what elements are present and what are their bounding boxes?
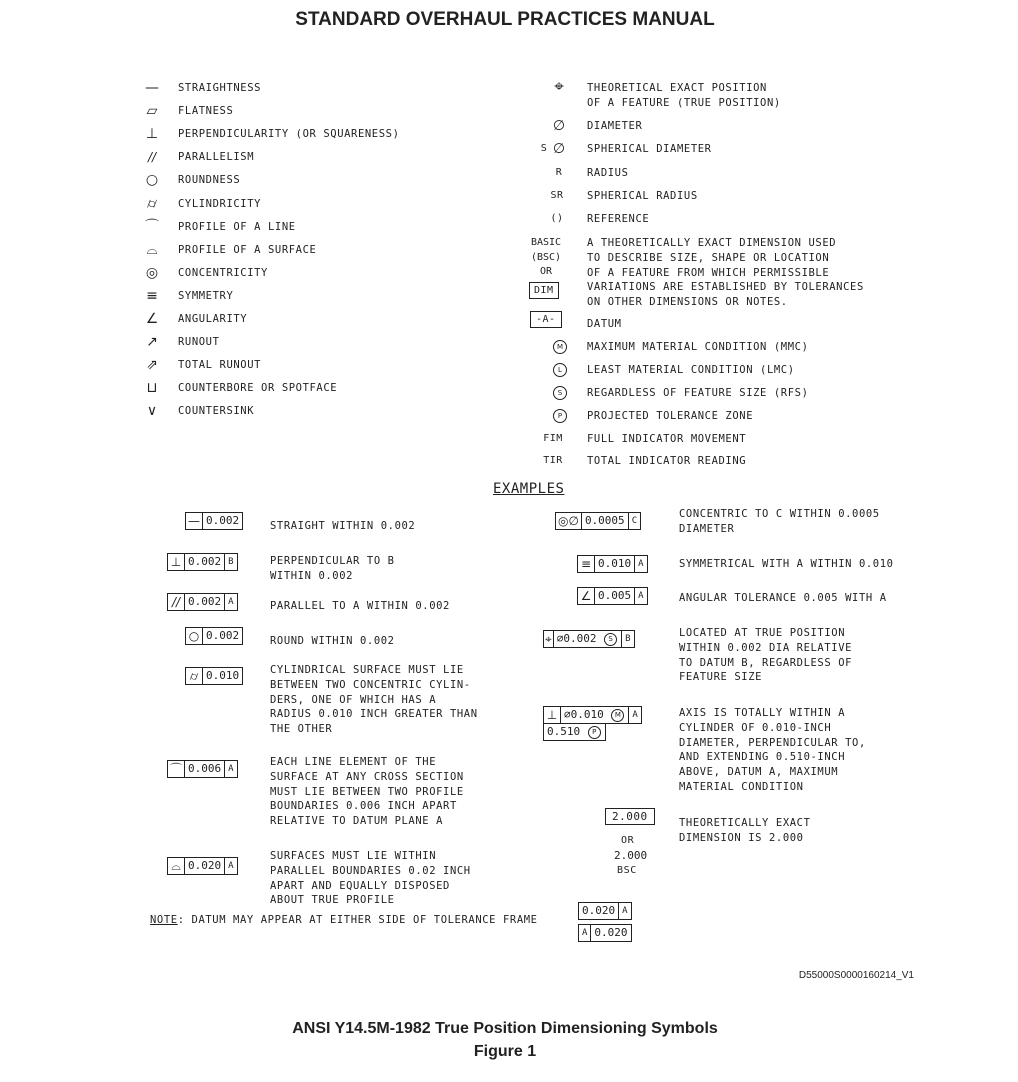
legend-label: PROFILE OF A LINE <box>178 220 296 233</box>
true-position-icon: ⌖ <box>545 632 552 646</box>
legend-label: STRAIGHTNESS <box>178 82 262 94</box>
runout-icon: ↗ <box>146 334 158 351</box>
fcf-datum: A <box>634 588 646 604</box>
fcf-datum: A <box>224 761 236 777</box>
fcf-datum: A <box>634 556 646 572</box>
example-text: EACH LINE ELEMENT OF THE SURFACE AT ANY CROSS SECTION MUST LIE BETWEEN TWO PROFILE BOUNDARIES 0.006 INCH APART RELATIVE TO DATUM PLANE A <box>270 756 464 828</box>
fcf-value: 0.002 <box>184 554 224 570</box>
lmc-label: LEAST MATERIAL CONDITION (LMC) <box>587 364 795 376</box>
total-runout-icon: ⇗ <box>146 357 158 374</box>
fcf-note-frame-2 <box>578 924 632 942</box>
fcf-value: 0.010 <box>202 668 242 684</box>
example-text: SURFACES MUST LIE WITHIN PARALLEL BOUNDARIES 0.02 INCH APART AND EQUALLY DISPOSED ABOUT TRUE PROFILE <box>270 850 471 907</box>
rfs-icon: S <box>553 386 567 400</box>
fcf-parallelism <box>167 593 238 611</box>
cylindricity-icon: ⌭ <box>146 195 158 212</box>
fcf-position <box>543 630 635 648</box>
example-text: PERPENDICULAR TO B WITHIN 0.002 <box>270 555 395 582</box>
ptz-label: PROJECTED TOLERANCE ZONE <box>587 410 754 422</box>
fcf-datum: B <box>621 631 633 647</box>
basic-dim-or: OR <box>621 835 635 846</box>
tir-label: TOTAL INDICATOR READING <box>587 455 747 467</box>
fcf-angularity <box>577 587 648 605</box>
roundness-icon: ○ <box>145 172 159 189</box>
fcf-profile-line <box>167 760 238 778</box>
fcf-value: 0.010 <box>570 708 604 721</box>
fcf-value: 0.002 <box>184 594 224 610</box>
fcf-note-frame-1 <box>578 902 632 920</box>
fcf-perpendicularity <box>167 553 238 571</box>
fim-label: FULL INDICATOR MOVEMENT <box>587 433 747 445</box>
parallelism-icon: // <box>147 150 157 165</box>
roundness-icon: ○ <box>188 629 200 643</box>
fcf-value: 0.002 <box>202 513 242 529</box>
perpendicularity-icon: ⊥ <box>546 708 558 722</box>
fcf-value: 0.020 <box>590 925 630 941</box>
fcf-straightness <box>185 512 243 530</box>
document-id: D55000S0000160214_V1 <box>798 970 914 981</box>
profile-line-icon: ⌒ <box>169 762 182 776</box>
fcf-value: 0.005 <box>594 588 634 604</box>
perpendicularity-icon: ⊥ <box>145 126 159 143</box>
legend-label: COUNTERBORE OR SPOTFACE <box>178 382 338 395</box>
cylindricity-icon: ⌭ <box>189 669 199 683</box>
radius-symbol: R <box>555 167 563 178</box>
diameter-icon: ∅ <box>564 708 571 721</box>
example-text: ANGULAR TOLERANCE 0.005 WITH A <box>679 592 887 604</box>
angularity-icon: ∠ <box>145 311 159 327</box>
legend-label: PERPENDICULARITY (OR SQUARENESS) <box>178 128 400 141</box>
note <box>150 914 538 926</box>
example-text: LOCATED AT TRUE POSITION WITHIN 0.002 DIA RELATIVE TO DATUM B, REGARDLESS OF FEATURE SIZE <box>679 627 853 684</box>
datum-label: DATUM <box>587 318 622 330</box>
basic-label: A THEORETICALLY EXACT DIMENSION USED TO DESCRIBE SIZE, SHAPE OR LOCATION OF A FEATURE FROM WHICH PERMISSIBLE VARIATIONS ARE ESTABLISHED BY TOLERANCES ON OTHER DIMENSIONS OR NOTES. <box>587 237 864 309</box>
diameter-icon: ∅ <box>568 514 579 528</box>
example-text: CONCENTRIC TO C WITHIN 0.0005 DIAMETER <box>679 508 880 535</box>
fcf-datum: A <box>618 903 630 919</box>
spherical-prefix: S <box>540 143 548 154</box>
example-text: ROUND WITHIN 0.002 <box>270 635 395 647</box>
example-text: STRAIGHT WITHIN 0.002 <box>270 520 416 532</box>
straightness-icon: — <box>145 80 159 96</box>
basic-symbol: BASIC (BSC) OR <box>530 237 562 277</box>
spherical-diameter-label: SPHERICAL DIAMETER <box>587 143 712 155</box>
fcf-symbols <box>556 513 581 529</box>
profile-surface-icon: ⌓ <box>146 241 158 258</box>
fim-symbol: FIM <box>543 433 563 444</box>
legend-label: CYLINDRICITY <box>178 197 262 210</box>
rfs-label: REGARDLESS OF FEATURE SIZE (RFS) <box>587 387 809 399</box>
fcf-value-group <box>560 707 628 723</box>
legend-label: PROFILE OF A SURFACE <box>178 243 317 256</box>
fcf-cylindricity <box>185 667 243 685</box>
mmc-icon: M <box>611 709 624 722</box>
legend-label: SYMMETRY <box>178 289 234 302</box>
parallelism-icon: // <box>171 595 181 609</box>
fcf-value: 0.006 <box>184 761 224 777</box>
basic-dim-boxed: 2.000 <box>605 808 655 825</box>
page-title: STANDARD OVERHAUL PRACTICES MANUAL <box>295 9 715 30</box>
reference-label: REFERENCE <box>587 213 650 225</box>
flatness-icon: ▱ <box>146 103 158 120</box>
fcf-value: 0.020 <box>582 904 616 917</box>
symmetry-icon: ≡ <box>146 287 158 304</box>
legend-label: COUNTERSINK <box>178 405 255 418</box>
basic-dim-suffix: BSC <box>617 865 637 876</box>
profile-surface-icon: ⌓ <box>171 859 181 873</box>
example-text: PARALLEL TO A WITHIN 0.002 <box>270 600 450 612</box>
perpendicularity-icon: ⊥ <box>170 555 182 569</box>
lmc-icon: L <box>553 363 567 377</box>
spherical-diameter-icon: ∅ <box>552 141 566 157</box>
angularity-icon: ∠ <box>580 589 592 603</box>
legend-label: ANGULARITY <box>178 313 248 325</box>
fcf-value: 0.002 <box>563 632 597 645</box>
mmc-label: MAXIMUM MATERIAL CONDITION (MMC) <box>587 341 809 353</box>
legend-label: FLATNESS <box>178 105 234 118</box>
diameter-icon: ∅ <box>552 118 566 134</box>
legend-label: ROUNDNESS <box>178 174 241 187</box>
ptz-icon: P <box>588 726 601 739</box>
fcf-roundness <box>185 627 243 645</box>
concentricity-icon: ◎ <box>558 514 569 528</box>
fcf-datum: A <box>582 928 588 938</box>
radius-label: RADIUS <box>587 167 629 179</box>
straightness-icon: — <box>188 514 200 528</box>
symmetry-icon: ≡ <box>580 557 592 571</box>
spherical-radius-label: SPHERICAL RADIUS <box>587 190 698 202</box>
figure-caption: ANSI Y14.5M-1982 True Position Dimensioning Symbols <box>292 1020 718 1037</box>
legend-label: PARALLELISM <box>178 151 255 164</box>
fcf-datum: B <box>224 554 236 570</box>
dim-boxed-symbol: DIM <box>529 282 559 299</box>
reference-symbol: () <box>550 213 564 224</box>
fcf-concentricity <box>555 512 641 530</box>
diameter-label: DIAMETER <box>587 120 643 132</box>
legend-label: CONCENTRICITY <box>178 266 268 279</box>
ptz-icon: P <box>553 409 567 423</box>
example-text: THEORETICALLY EXACT DIMENSION IS 2.000 <box>679 817 811 844</box>
fcf-axis-perpendicularity <box>543 706 642 724</box>
fcf-value: 0.020 <box>184 858 224 874</box>
fcf-value: 0.0005 <box>581 513 628 529</box>
legend-label: RUNOUT <box>178 336 220 349</box>
countersink-icon: ∨ <box>146 403 158 420</box>
legend-label: TOTAL RUNOUT <box>178 359 262 372</box>
fcf-datum: A <box>224 858 236 874</box>
fcf-datum: A <box>224 594 236 610</box>
figure-number: Figure 1 <box>473 1043 537 1060</box>
datum-boxed-symbol: -A- <box>530 311 562 328</box>
rfs-icon: S <box>604 633 617 646</box>
note-text: : DATUM MAY APPEAR AT EITHER SIDE OF TOLERANCE FRAME <box>177 914 538 926</box>
fcf-value-group <box>544 724 605 740</box>
fcf-symmetry <box>577 555 648 573</box>
fcf-value: 0.002 <box>202 628 242 644</box>
profile-line-icon: ⌒ <box>145 218 159 235</box>
note-label: NOTE <box>150 914 178 926</box>
spherical-radius-symbol: SR <box>550 190 564 201</box>
counterbore-icon: ⊔ <box>146 380 158 397</box>
examples-heading: EXAMPLES <box>493 481 565 497</box>
mmc-icon: M <box>553 340 567 354</box>
fcf-value: 0.010 <box>594 556 634 572</box>
fcf-value-group <box>553 631 621 647</box>
fcf-profile-surface <box>167 857 238 875</box>
diameter-icon: ∅ <box>556 632 564 645</box>
fcf-symbols <box>544 631 553 647</box>
tir-symbol: TIR <box>543 455 563 466</box>
concentricity-icon: ◎ <box>145 264 159 281</box>
fcf-projected-zone <box>543 723 606 741</box>
fcf-datum: A <box>628 707 640 723</box>
example-text: SYMMETRICAL WITH A WITHIN 0.010 <box>679 558 894 570</box>
true-position-label: THEORETICAL EXACT POSITION OF A FEATURE (TRUE POSITION) <box>587 82 781 109</box>
fcf-datum: C <box>628 513 640 529</box>
basic-dim-value: 2.000 <box>614 849 648 862</box>
true-position-icon: ⌖ <box>554 77 564 97</box>
example-text: CYLINDRICAL SURFACE MUST LIE BETWEEN TWO CONCENTRIC CYLIN- DERS, ONE OF WHICH HAS A RADIUS 0.010 INCH GREATER THAN THE OTHER <box>270 664 478 736</box>
fcf-value: 0.510 <box>547 725 581 738</box>
example-text: AXIS IS TOTALLY WITHIN A CYLINDER OF 0.010-INCH DIAMETER, PERPENDICULAR TO, AND EXTENDING 0.510-INCH ABOVE, DATUM A, MAXIMUM MATERIAL CONDITION <box>679 707 866 793</box>
